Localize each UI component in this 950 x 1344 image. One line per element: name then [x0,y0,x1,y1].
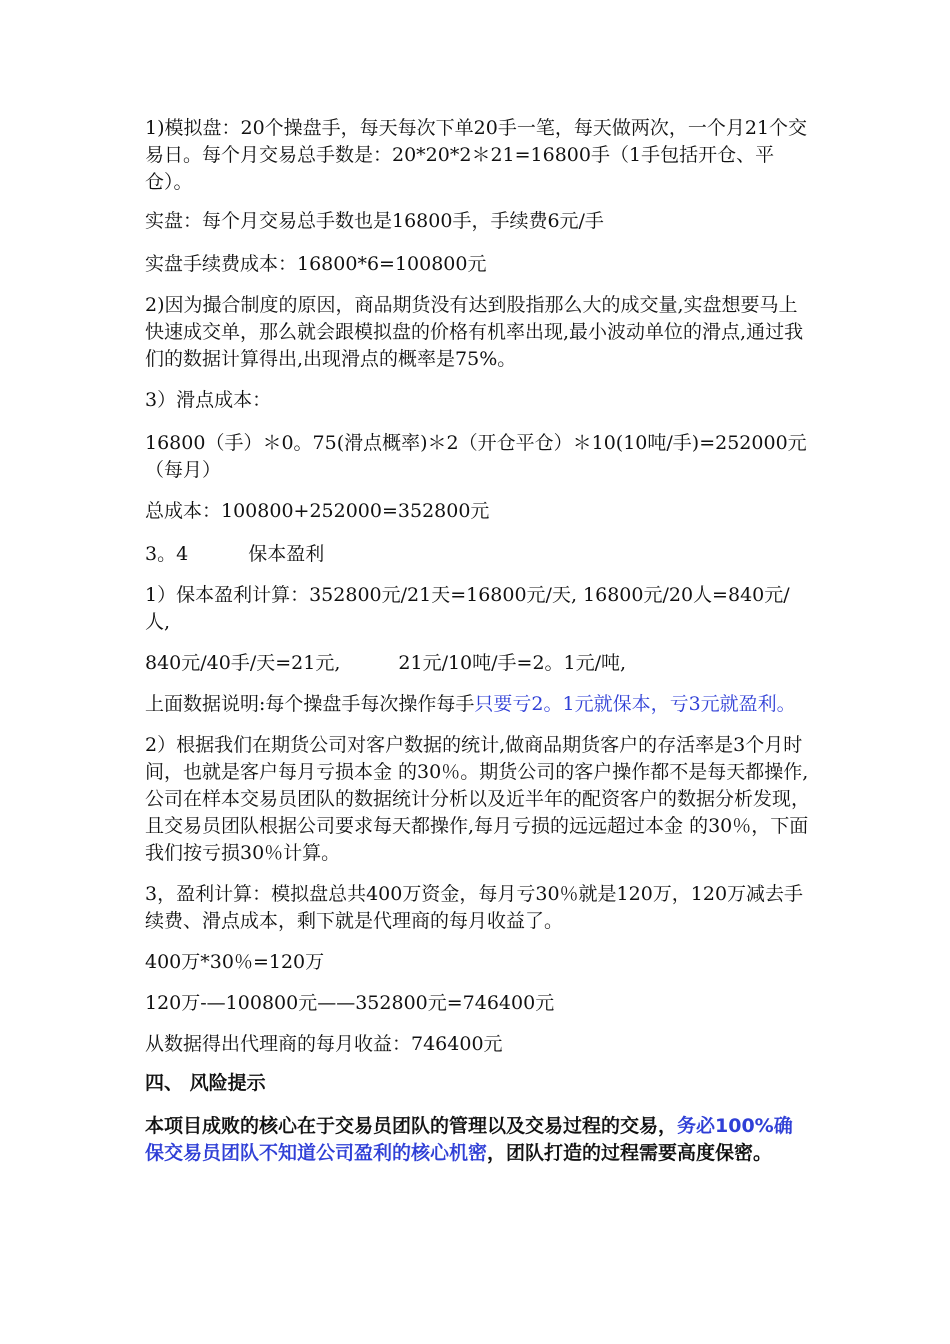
paragraph-slippage-heading: 3）滑点成本： [145,389,272,411]
section-heading-risk: 四、 风险提示 [145,1072,266,1094]
paragraph-agent-income: 从数据得出代理商的每月收益：746400元 [145,1033,503,1055]
paragraph-slippage-reason: 2)因为撮合制度的原因，商品期货没有达到股指那么大的成交量,实盘想要马上快速成交单，那么就会跟模拟盘的价格有机率出现,最小波动单位的滑点,通过我们的数据计算得出,出现滑点的概率是75%。 [145,294,804,370]
paragraph-profit-calc: 3，盈利计算：模拟盘总共400万资金，每月亏30％就是120万，120万减去手续费、滑点成本，剩下就是代理商的每月收益了。 [145,883,804,932]
paragraph-breakeven-calc: 1）保本盈利计算：352800元/21天=16800元/天, 16800元/20人=840元/人, [145,584,790,633]
paragraph-per-ton-calc [145,650,810,677]
section-heading-breakeven [145,541,810,568]
paragraph-live-trading: 实盘：每个月交易总手数也是16800手，手续费6元/手 [145,210,604,232]
paragraph-loss-formula: 400万*30％=120万 [145,951,325,973]
paragraph-simulated-trading: 1)模拟盘：20个操盘手，每天每次下单20手一笔，每天做两次，一个月21个交易日。每个月交易总手数是：20*20*2＊21=16800手（1手包括开仓、平仓）。 [145,117,808,193]
paragraph-client-statistics: 2）根据我们在期货公司对客户数据的统计,做商品期货客户的存活率是3个月时间，也就是客户每月亏损本金 的30％。期货公司的客户操作都不是每天都操作,公司在样本交易员团队的数据统计分析以及近半年的配资客户的数据分析发现，且交易员团队根据公司要求每天都操作,每月亏损的远远超过本金 的30％，下面我们按亏损30％计算。 [145,734,811,864]
paragraph-data-explanation [145,691,810,718]
section-number: 3。4 [145,543,189,565]
risk-text-highlight: 务必100%确保交易员团队不知道公司盈利的核心机密 [145,1115,793,1164]
paragraph-risk-warning [145,1113,810,1167]
paragraph-total-cost: 总成本：100800+252000=352800元 [145,500,490,522]
risk-text-end: ，团队打造的过程需要高度保密。 [487,1142,773,1164]
risk-text-start: 本项目成败的核心在于交易员团队的管理以及交易过程的交易， [145,1115,678,1137]
document-page [145,115,810,1167]
section-title: 保本盈利 [248,543,325,565]
paragraph-fee-cost: 实盘手续费成本：16800*6=100800元 [145,253,487,275]
explanation-highlight: 只要亏2。1元就保本，亏3元就盈利。 [474,693,796,715]
per-trader-value: 840元/40手/天=21元, [145,652,341,674]
paragraph-net-formula: 120万-—100800元——352800元=746400元 [145,992,555,1014]
explanation-text: 上面数据说明:每个操盘手每次操作每手 [145,693,475,715]
paragraph-slippage-calc: 16800（手）＊0。75(滑点概率)＊2（开仓平仓）＊10(10吨/手)=252000元（每月） [145,432,807,481]
per-ton-value: 21元/10吨/手=2。1元/吨, [398,652,627,674]
